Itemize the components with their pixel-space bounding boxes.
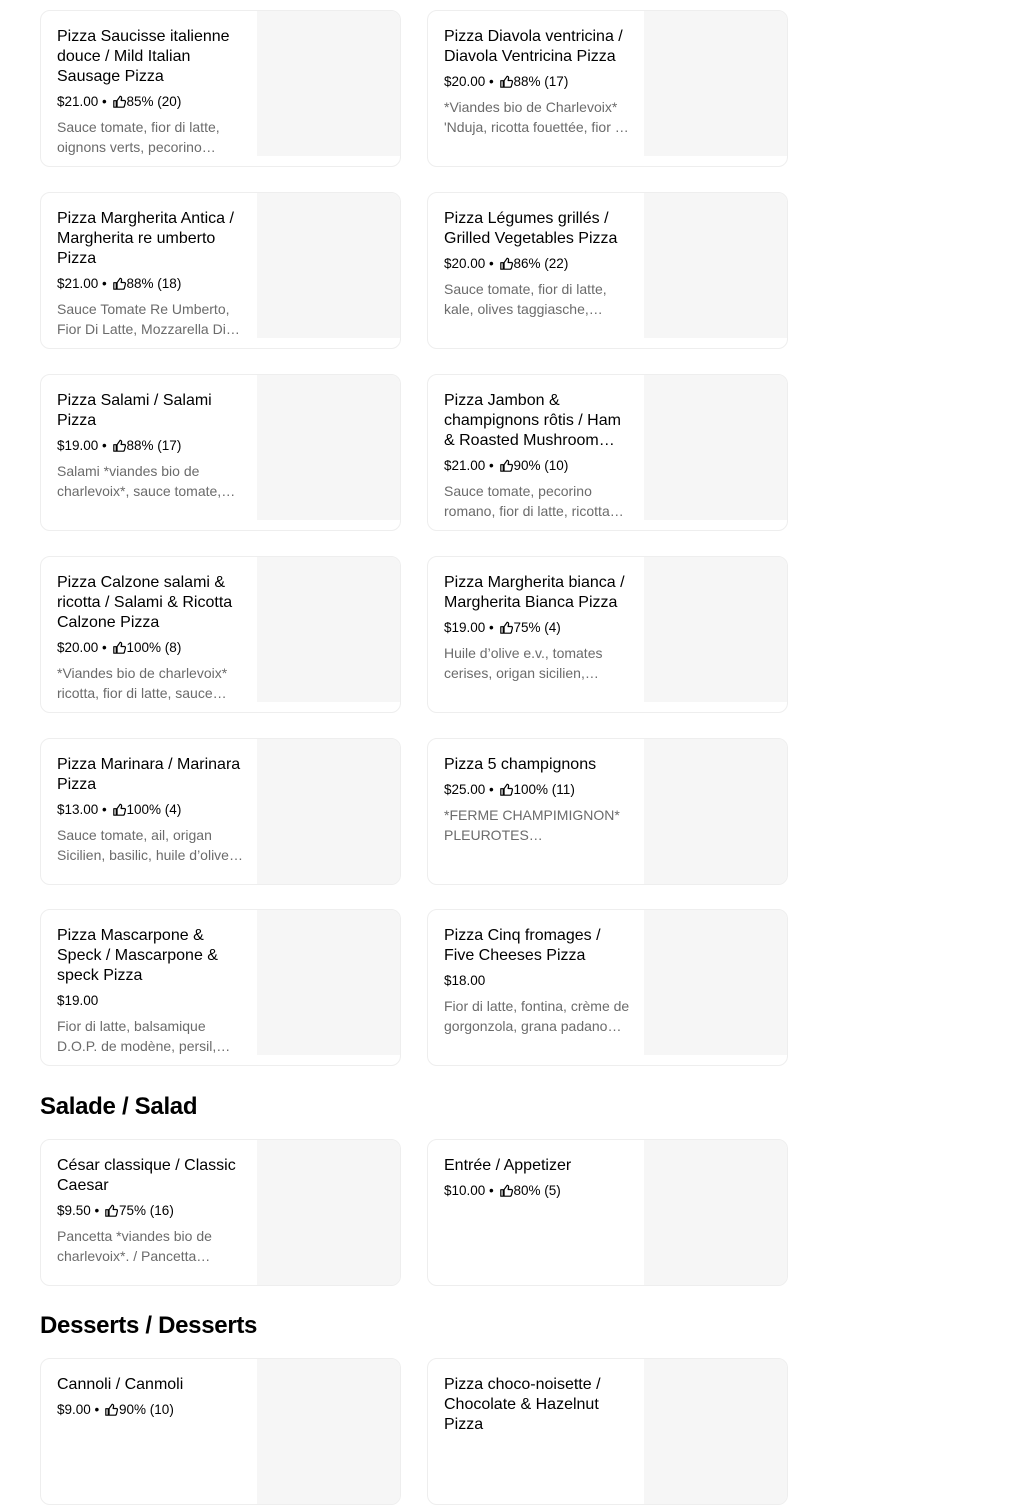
menu-item-card[interactable] <box>427 192 788 349</box>
menu-item-name: Pizza Marinara / Marinara Pizza <box>57 756 241 793</box>
menu-item-card[interactable] <box>40 1139 401 1286</box>
menu-item-meta <box>444 73 630 91</box>
menu-item-price: $20.00 <box>57 640 99 655</box>
menu-item-description: Fior di latte, fontina, crème de gorgonzola, grana padano… <box>444 998 630 1034</box>
menu-item-description: Fior di latte, balsamique D.O.P. de modène, persil, <box>57 1018 217 1054</box>
menu-item-meta <box>57 437 243 455</box>
menu-item-name: Pizza Mascarpone & Speck / Mascarpone & speck Pizza <box>57 927 218 984</box>
menu-item-meta <box>57 1202 243 1220</box>
menu-item-info <box>57 1375 243 1419</box>
menu-item-price: $19.00 <box>57 438 99 453</box>
menu-item-meta <box>444 781 630 799</box>
menu-item-description: Sauce tomate, ail, origan Sicilien, basilic, huile d’olive <box>57 827 229 863</box>
menu-item-name: Pizza Diavola ventricina / Diavola Ventricina Pizza <box>444 28 623 65</box>
menu-item-price: $20.00 <box>444 256 486 271</box>
separator: • <box>485 74 498 89</box>
menu-item-meta <box>444 1182 630 1200</box>
thumbs-up-icon <box>113 439 126 452</box>
menu-item-image <box>644 1359 788 1504</box>
separator: • <box>98 438 111 453</box>
menu-item-card[interactable] <box>40 738 401 885</box>
menu-item-card[interactable] <box>427 374 788 531</box>
separator: • <box>485 458 498 473</box>
menu-item-description: Huile d’olive e.v., tomates cerises, origan sicilien, <box>444 645 603 681</box>
menu-item-meta <box>57 1401 243 1419</box>
menu-item-info <box>57 391 243 501</box>
menu-item-meta <box>57 275 243 293</box>
menu-item-image <box>644 910 788 1055</box>
menu-item-meta <box>444 457 630 475</box>
menu-item-price: $10.00 <box>444 1183 486 1198</box>
menu-item-name: Cannoli / Canmoli <box>57 1376 184 1393</box>
menu-item-description: *FERME CHAMPIMIGNON* PLEUROTES… <box>444 807 620 843</box>
menu-item-price: $18.00 <box>444 973 486 988</box>
separator: • <box>98 94 111 109</box>
menu-item-price: $13.00 <box>57 802 99 817</box>
menu-item-description: Sauce tomate, fior di latte, kale, olives taggiasche, <box>444 281 607 317</box>
menu-item-info <box>444 27 630 137</box>
menu-item-rating: 90% (10) <box>513 458 569 473</box>
menu-item-card[interactable] <box>40 374 401 531</box>
menu-item-name: Pizza Salami / Salami Pizza <box>57 392 212 429</box>
menu-item-info <box>57 27 243 157</box>
menu-item-name: Pizza Margherita Antica / Margherita re umberto Pizza <box>57 210 234 267</box>
menu-item-image <box>644 557 788 702</box>
menu-item-price: $19.00 <box>57 993 99 1008</box>
thumbs-up-icon <box>500 1184 513 1197</box>
menu-item-card[interactable] <box>40 1358 401 1505</box>
menu-item-price: $9.50 <box>57 1203 91 1218</box>
separator: • <box>98 640 111 655</box>
menu-item-rating: 88% (17) <box>126 438 182 453</box>
menu-item-rating: 90% (10) <box>119 1402 174 1417</box>
menu-item-image <box>644 1140 788 1285</box>
menu-item-description: Sauce tomate, pecorino romano, fior di latte, ricotta <box>444 483 610 519</box>
thumbs-up-icon <box>500 75 513 88</box>
menu-item-meta <box>57 639 243 657</box>
menu-item-meta <box>444 255 630 273</box>
menu-item-price: $19.00 <box>444 620 486 635</box>
thumbs-up-icon <box>500 459 513 472</box>
menu-item-description: *Viandes bio de charlevoix* ricotta, fior di latte, sauce <box>57 665 228 701</box>
thumbs-up-icon <box>105 1403 118 1416</box>
separator: • <box>485 620 498 635</box>
menu-item-info <box>57 926 243 1056</box>
menu-item-card[interactable] <box>40 909 401 1066</box>
menu-item-image <box>257 1140 401 1285</box>
thumbs-up-icon <box>500 621 513 634</box>
menu-item-meta <box>57 93 243 111</box>
menu-item-image <box>644 11 788 156</box>
menu-item-rating: 100% (11) <box>513 782 575 797</box>
menu-item-card[interactable] <box>427 1139 788 1286</box>
menu-item-description: Sauce tomate, fior di latte, oignons verts, pecorino <box>57 119 220 155</box>
menu-item-price: $9.00 <box>57 1402 91 1417</box>
menu-item-card[interactable] <box>427 556 788 713</box>
menu-item-image <box>644 375 788 520</box>
thumbs-up-icon <box>500 257 513 270</box>
menu-item-info <box>444 1375 630 1435</box>
menu-item-rating: 75% (16) <box>119 1203 174 1218</box>
menu-item-meta <box>57 801 243 819</box>
menu-item-name: Pizza Saucisse italienne douce / Mild Italian Sausage Pizza <box>57 28 230 85</box>
menu-item-info <box>444 926 630 1036</box>
menu-item-rating: 100% (4) <box>126 802 182 817</box>
menu-item-price: $25.00 <box>444 782 486 797</box>
thumbs-up-icon <box>113 277 126 290</box>
menu-item-name: Entrée / Appetizer <box>444 1157 572 1174</box>
menu-item-description: Salami *viandes bio de charlevoix*, sauce tomate, <box>57 463 222 499</box>
separator: • <box>90 1402 104 1417</box>
menu-item-description: Pancetta *viandes bio de charlevoix*. / Pancetta <box>57 1228 212 1264</box>
thumbs-up-icon <box>113 803 126 816</box>
menu-item-description: Sauce Tomate Re Umberto, Fior Di Latte, Mozzarella Di <box>57 301 230 337</box>
separator: • <box>485 782 498 797</box>
menu-item-info <box>57 755 243 865</box>
separator: • <box>98 276 111 291</box>
menu-item-info <box>444 573 630 683</box>
menu-item-rating: 88% (17) <box>513 74 569 89</box>
menu-item-card[interactable] <box>40 10 401 167</box>
separator: • <box>485 256 498 271</box>
thumbs-up-icon <box>113 95 126 108</box>
menu-item-name: Pizza Légumes grillés / Grilled Vegetables Pizza <box>444 210 618 247</box>
menu-item-image <box>257 910 401 1055</box>
menu-item-image <box>257 375 401 520</box>
menu-item-image <box>257 193 401 338</box>
menu-item-meta <box>57 992 243 1010</box>
menu-item-rating: 75% (4) <box>513 620 561 635</box>
menu-item-meta <box>444 972 630 990</box>
separator: • <box>98 802 111 817</box>
menu-item-rating: 100% (8) <box>126 640 182 655</box>
menu-item-image <box>257 11 401 156</box>
menu-item-name: Pizza Margherita bianca / Margherita Bianca Pizza <box>444 574 625 611</box>
menu-item-price: $21.00 <box>57 94 99 109</box>
menu-item-name: Pizza 5 champignons <box>444 756 597 773</box>
menu-item-image <box>257 557 401 702</box>
menu-item-name: Pizza Jambon & champignons rôtis / Ham & Roasted Mushroom <box>444 392 621 449</box>
separator: • <box>90 1203 104 1218</box>
menu-item-card[interactable] <box>40 192 401 349</box>
section-title-salad: Salade / Salad <box>40 1093 198 1120</box>
menu-item-info <box>57 573 243 703</box>
menu-item-card[interactable] <box>40 556 401 713</box>
menu-item-price: $20.00 <box>444 74 486 89</box>
menu-item-rating: 80% (5) <box>513 1183 561 1198</box>
menu-item-meta <box>444 619 630 637</box>
menu-item-rating: 88% (18) <box>126 276 182 291</box>
menu-item-description: *Viandes bio de Charlevoix* 'Nduja, ricotta fouettée, fior di <box>444 99 626 135</box>
menu-item-price: $21.00 <box>444 458 486 473</box>
thumbs-up-icon <box>500 783 513 796</box>
menu-item-info <box>444 1156 630 1200</box>
menu-item-card[interactable] <box>427 909 788 1066</box>
menu-item-image <box>644 739 788 884</box>
menu-item-image <box>257 1359 401 1504</box>
menu-item-info <box>444 391 630 521</box>
menu-item-card[interactable] <box>427 738 788 885</box>
separator: • <box>485 1183 498 1198</box>
menu-item-info <box>444 209 630 319</box>
thumbs-up-icon <box>105 1204 118 1217</box>
menu-item-name: Pizza Cinq fromages / Five Cheeses Pizza <box>444 927 601 964</box>
menu-item-image <box>644 193 788 338</box>
menu-item-rating: 86% (22) <box>513 256 569 271</box>
menu-item-name: Pizza choco-noisette / Chocolate & Hazelnut Pizza <box>444 1376 601 1433</box>
menu-item-price: $21.00 <box>57 276 99 291</box>
thumbs-up-icon <box>113 641 126 654</box>
menu-item-rating: 85% (20) <box>126 94 182 109</box>
menu-item-info <box>444 755 630 845</box>
menu-item-info <box>57 209 243 339</box>
menu-item-info <box>57 1156 243 1266</box>
menu-item-card[interactable] <box>427 1358 788 1505</box>
menu-item-name: César classique / Classic Caesar <box>57 1157 236 1194</box>
menu-item-name: Pizza Calzone salami & ricotta / Salami & Ricotta Calzone Pizza <box>57 574 233 631</box>
menu-item-card[interactable] <box>427 10 788 167</box>
section-title-desserts: Desserts / Desserts <box>40 1312 258 1339</box>
menu-item-image <box>257 739 401 884</box>
